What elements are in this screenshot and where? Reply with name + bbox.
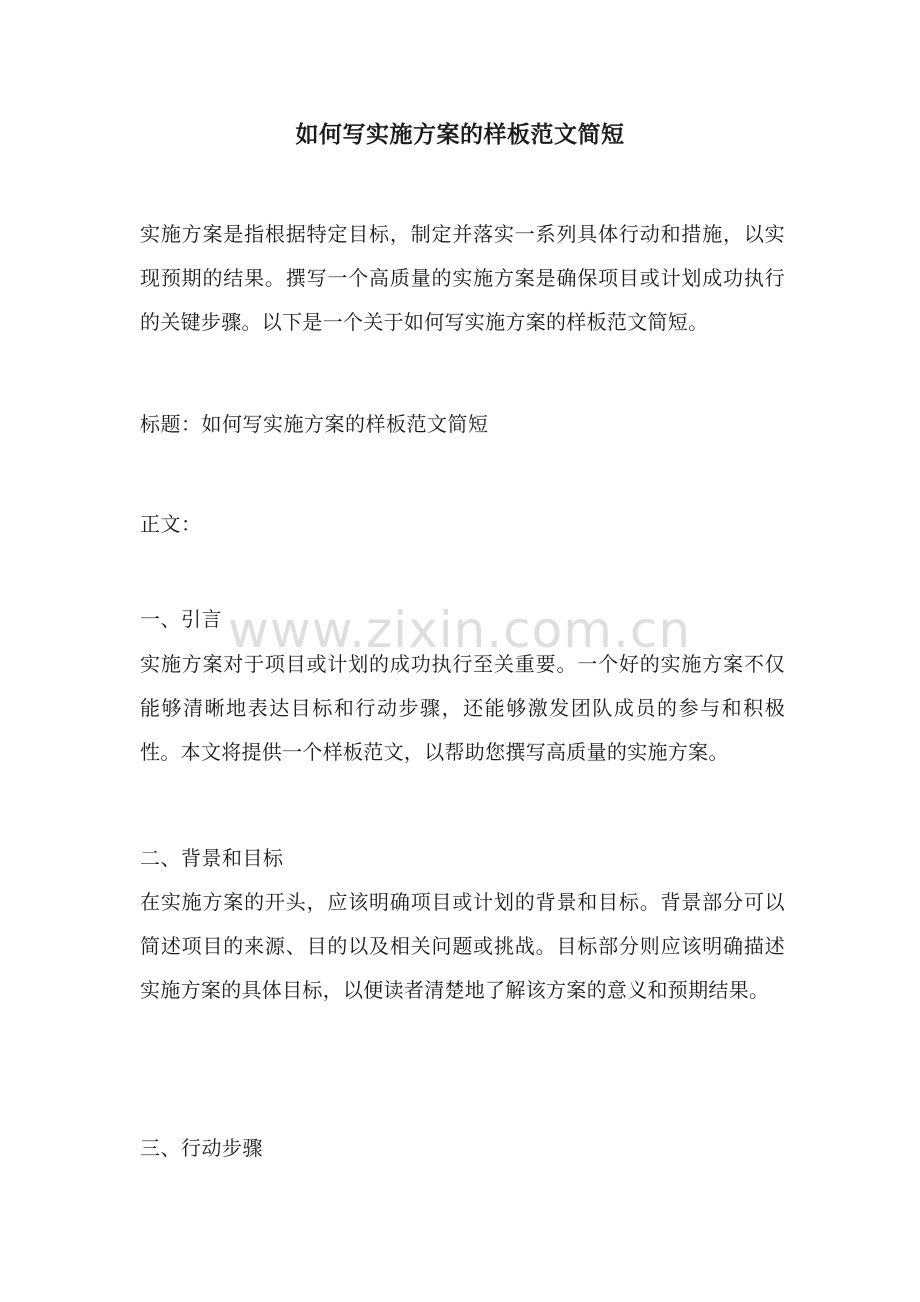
intro-paragraph: 实施方案是指根据特定目标，制定并落实一系列具体行动和措施，以实现预期的结果。撰写一个高质量的实施方案是确保项目或计划成功执行的关键步骤。以下是一个关于如何写实施方案的样板范文简短。 [140,222,785,334]
section-heading-action-steps: 三、行动步骤 [140,1136,263,1160]
section-text-background: 在实施方案的开头，应该明确项目或计划的背景和目标。背景部分可以简述项目的来源、目的以及相关问题或挑战。目标部分则应该明确描述实施方案的具体目标，以便读者清楚地了解该方案的意义和预期结果。 [140,890,785,1002]
section-text-introduction: 实施方案对于项目或计划的成功执行至关重要。一个好的实施方案不仅能够清晰地表达目标和行动步骤，还能够激发团队成员的参与和积极性。本文将提供一个样板范文，以帮助您撰写高质量的实施方案。 [140,652,785,764]
body-label: 正文： [140,512,202,536]
document-title: 如何写实施方案的样板范文简短 [295,121,625,148]
watermark: www.zixin.com.cn [228,601,692,659]
heading-label: 标题：如何写实施方案的样板范文简短 [140,412,489,436]
section-heading-introduction: 一、引言 [140,607,222,631]
section-heading-background: 二、背景和目标 [140,846,284,870]
